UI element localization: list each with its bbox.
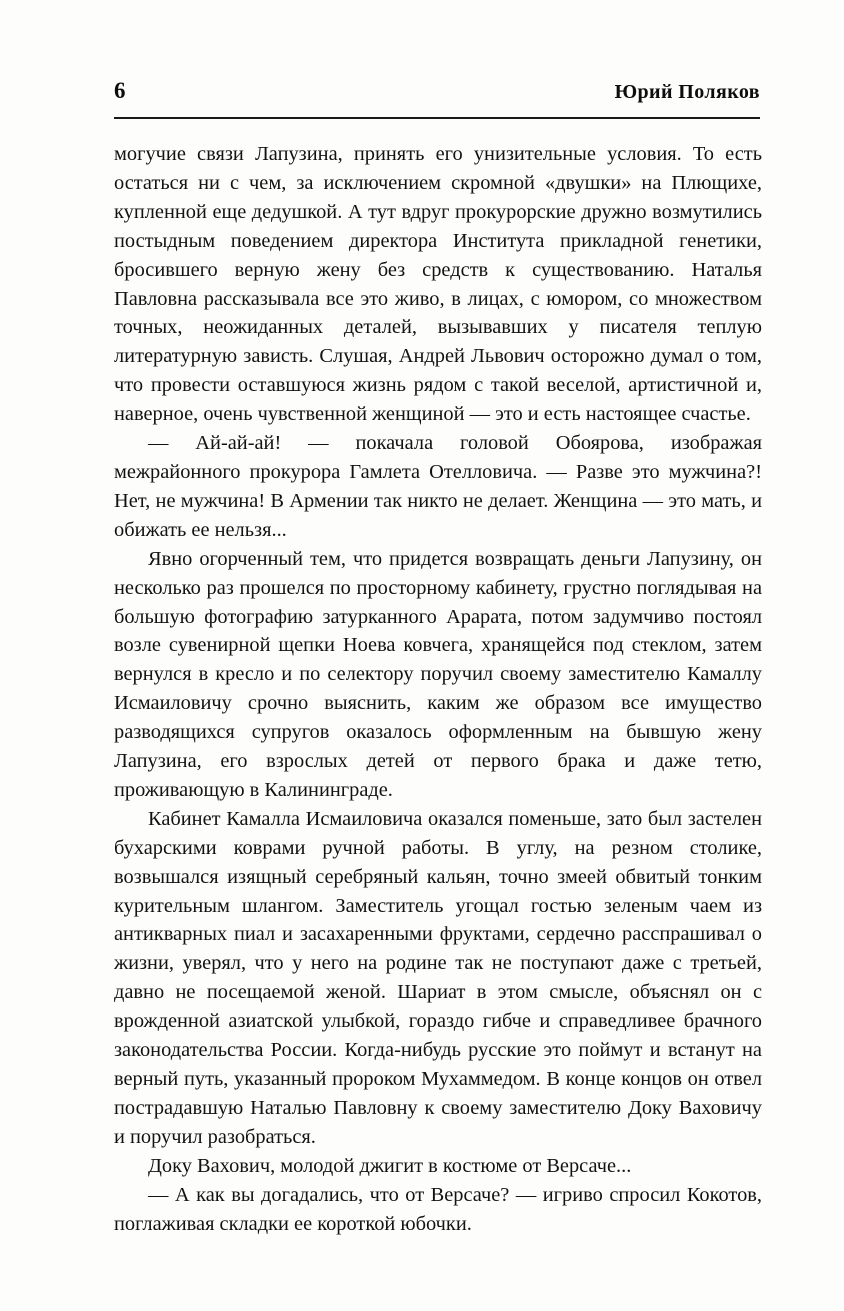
header-rule [114,117,760,119]
page-header [114,78,760,104]
body-text [114,140,762,1238]
paragraph: Кабинет Камалла Исмаиловича оказался поменьше, зато был застелен бухарскими коврами ручной работы. В углу, на резном столике, возвышался изящный серебряный кальян, точно змеей обвитый тонким курительным шлангом. Заместитель угощал гостью зеленым чаем из антикварных пиал и засахаренными фруктами, сердечно расспрашивал о жизни, уверял, что у него на родине так не поступают даже с третьей, давно не посещаемой женой. Шариат в этом смысле, объяснял он с врожденной азиатской улыбкой, гораздо гибче и справедливее брачного законодательства России. Когда-нибудь русские это поймут и встанут на верный путь, указанный пророком Мухаммедом. В конце концов он отвел пострадавшую Наталью Павловну к своему заместителю Доку Ваховичу и поручил разобраться. [114,807,762,1148]
page-number: 6 [114,78,126,103]
paragraph: — Ай-ай-ай! — покачала головой Обоярова, изображая межрайонного прокурора Гамлета Отелловича. — Разве это мужчина?! Нет, не мужчина! В Армении так никто не делает. Женщина — это мать, и обижать ее нельзя... [114,432,762,541]
paragraph: Явно огорченный тем, что придется возвращать деньги Лапузину, он несколько раз прошелся по просторному кабинету, грустно поглядывая на большую фотографию затурканного Арарата, потом задумчиво постоял возле сувенирной щепки Ноева ковчега, хранящейся под стеклом, затем вернулся в кресло и по селектору поручил своему заместителю Камаллу Исмаиловичу срочно выяснить, каким же образом все имущество разводящихся супругов оказалось оформленным на бывшую жену Лапузина, его взрослых детей от первого брака и даже тетю, проживающую в Калининграде. [114,547,762,801]
paragraph: могучие связи Лапузина, принять его унизительные условия. То есть остаться ни с чем, за исключением скромной «двушки» на Плющихе, купленной еще дедушкой. А тут вдруг прокурорские дружно возмутились постыдным поведением директора Института прикладной генетики, бросившего верную жену без средств к существованию. Наталья Павловна рассказывала все это живо, в лицах, с юмором, со множеством точных, неожиданных деталей, вызывавших у писателя теплую литературную зависть. Слушая, Андрей Львович осторожно думал о том, что провести оставшуюся жизнь рядом с такой веселой, артистичной и, наверное, очень чувственной женщиной — это и есть настоящее счастье. [114,143,762,426]
paragraph: — А как вы догадались, что от Версаче? — игриво спросил Кокотов, поглаживая складки ее короткой юбочки. [114,1183,762,1235]
running-title: Юрий Поляков [614,81,760,103]
paragraph: Доку Вахович, молодой джигит в костюме от Версаче... [148,1154,632,1177]
